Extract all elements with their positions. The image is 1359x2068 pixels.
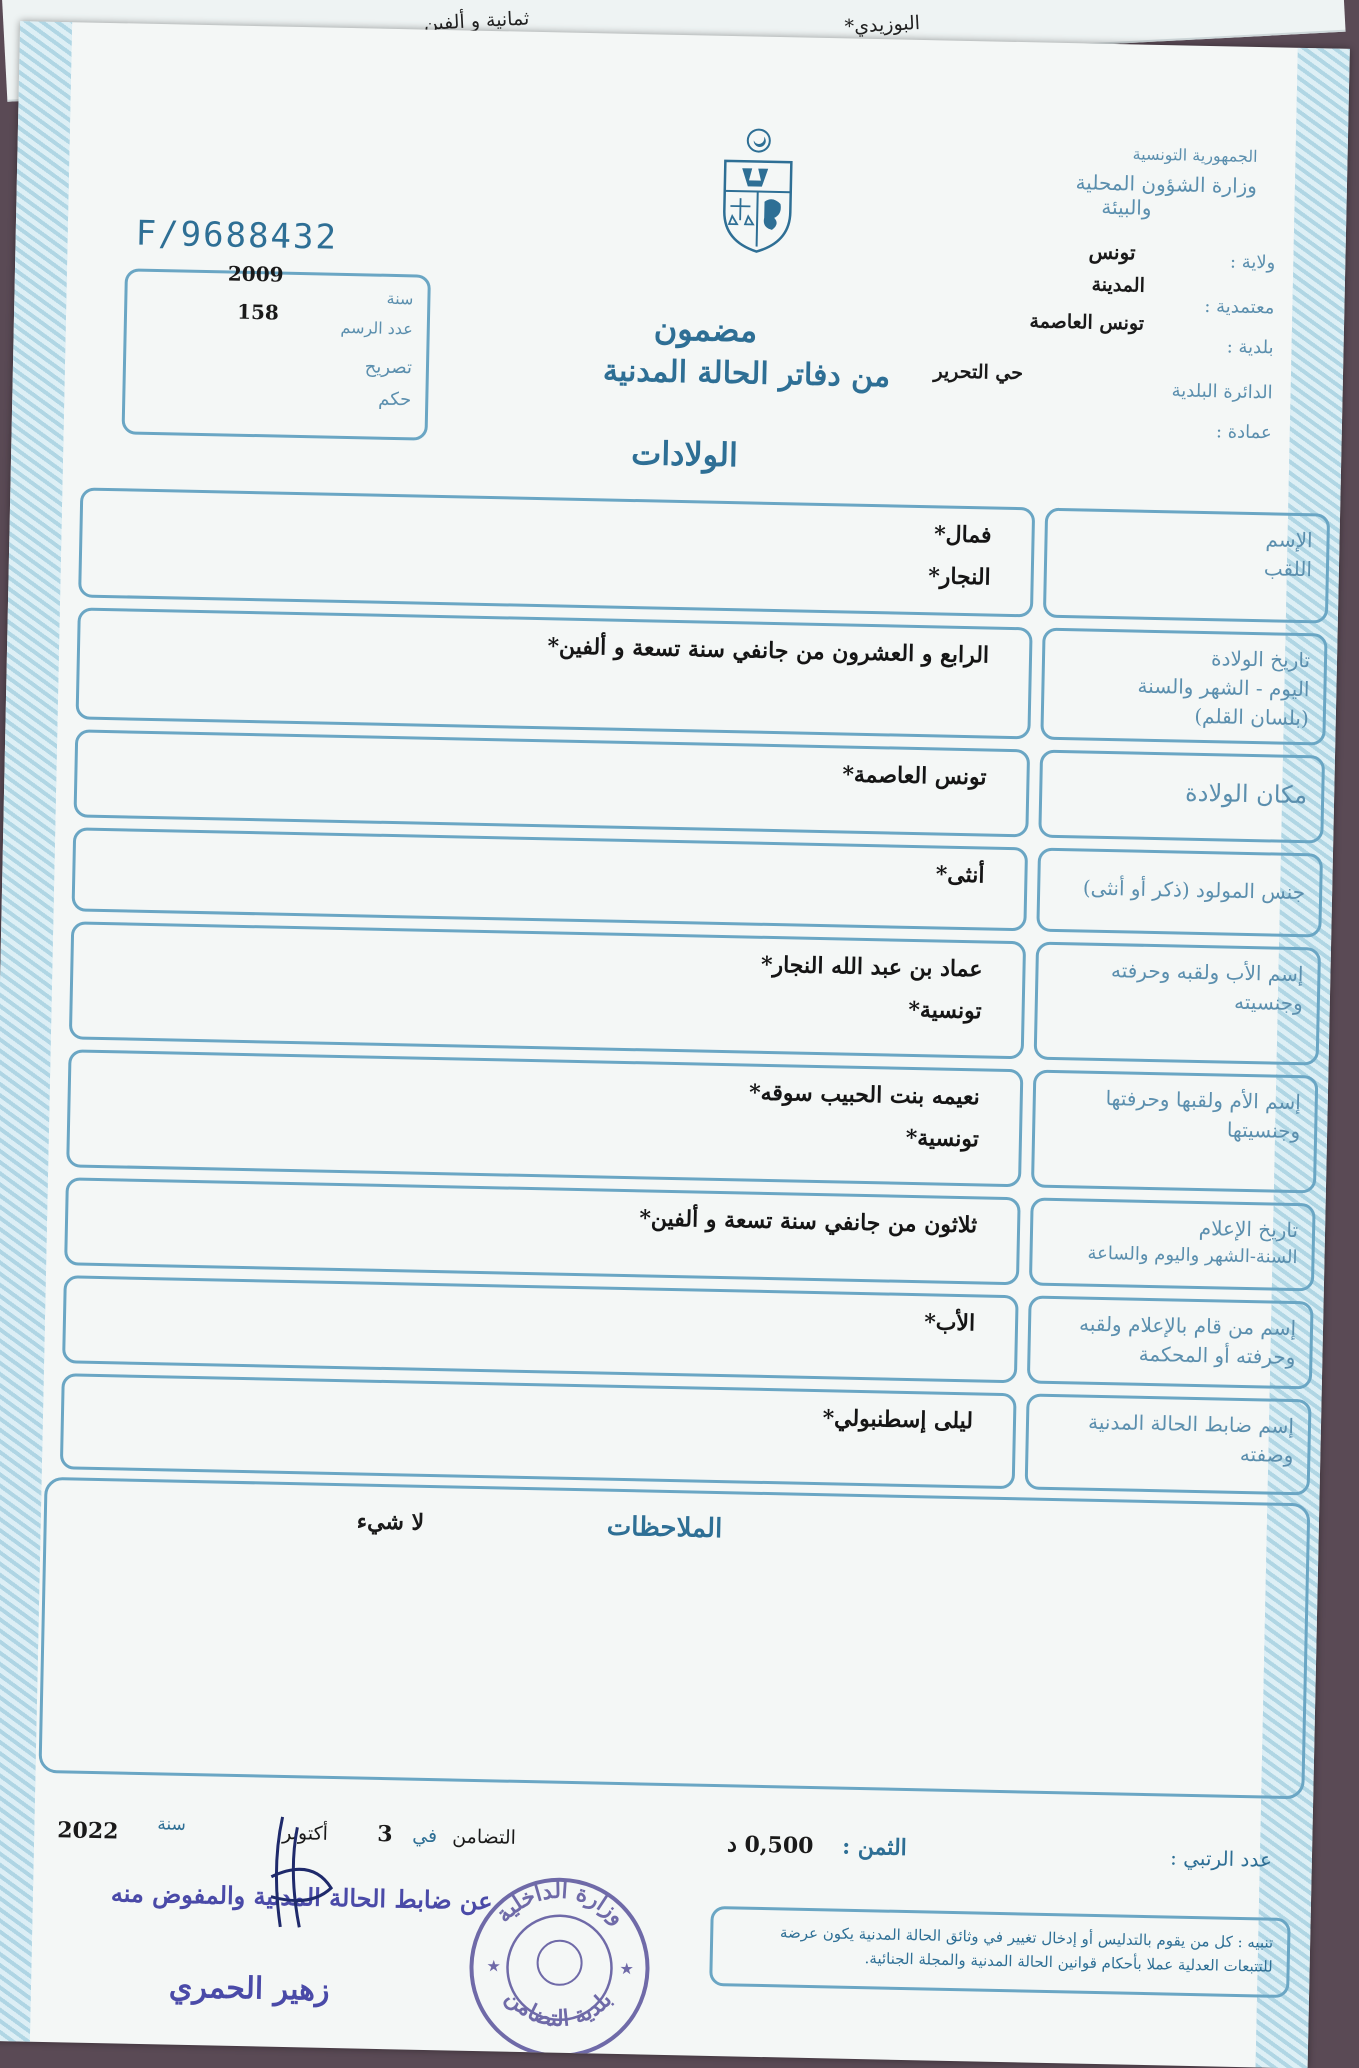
title-extract: مضمون (653, 309, 758, 350)
notes-box (38, 1477, 1310, 1799)
omda-label: عمادة : (1215, 421, 1273, 444)
father-name-value: عماد بن عبد الله النجار* (760, 951, 983, 983)
svg-text:★: ★ (619, 1959, 635, 1979)
district-label: الدائرة البلدية (1171, 380, 1273, 404)
row-declaration-date-label (1029, 1197, 1316, 1291)
father-nationality-label: وجنسيته (1233, 989, 1304, 1016)
row-name-value (78, 487, 1035, 617)
price-label: الثمن : (841, 1833, 908, 1862)
first-name-value: فمال* (933, 521, 992, 549)
declaration-date-value: ثلاثون من جانفي سنة تسعة و ألفين* (639, 1205, 978, 1239)
row-mother-label (1031, 1070, 1318, 1194)
serial-number: F/9688432 (135, 213, 339, 258)
row-declarant-value (62, 1275, 1019, 1383)
declaration-date-label: تاريخ الإعلام (1198, 1216, 1299, 1243)
title-births: الولادات (630, 433, 739, 475)
father-nationality-value: تونسية* (908, 996, 982, 1025)
registration-year-value: 2009 (227, 261, 284, 287)
row-officer-label (1025, 1393, 1312, 1495)
warning-box: تنبيه : كل من يقوم بالتدليس أو إدخال تغيير في وثائق الحالة المدنية يكون عرضة للتتبعات العدلية عملا بأحكام قوانين الحالة المدنية والمجلة الجنائية. (709, 1906, 1291, 1998)
municipality-value: تونس العاصمة (1029, 310, 1145, 335)
sex-label: جنس المولود (ذكر أو أنثى) (1082, 875, 1306, 905)
row-birth-place-value (73, 729, 1030, 837)
officer-sublabel: وصفته (1239, 1441, 1294, 1468)
birth-date-label: تاريخ الولادة (1210, 646, 1311, 673)
judgment-label: حكم (378, 388, 412, 411)
father-label: إسم الأب ولقبه وحرفته (1110, 958, 1304, 987)
birth-date-value: الرابع و العشرون من جانفي سنة تسعة و ألفين* (547, 633, 990, 669)
declarant-label: إسم من قام بالإعلام ولقبه (1078, 1311, 1297, 1341)
row-declarant (62, 1275, 1314, 1389)
row-declaration-date-value (64, 1177, 1021, 1285)
mother-name-value: نعيمه بنت الحبيب سوقه* (748, 1079, 981, 1111)
municipality-label: بلدية : (1226, 336, 1274, 359)
delegation-label: معتمدية : (1204, 295, 1275, 319)
delegation-value: المدينة (1091, 273, 1146, 297)
record-table (60, 487, 1331, 1505)
birth-place-value: تونس العاصمة* (842, 761, 987, 791)
governorate-value: تونس (1088, 239, 1136, 265)
row-sex-value (72, 827, 1029, 931)
svg-text:★: ★ (486, 1956, 502, 1976)
birth-place-label: مكان الولادة (1184, 778, 1308, 810)
ministry-label-2: والبيئة (1101, 194, 1152, 220)
notes-value: لا شيء (356, 1508, 425, 1536)
mother-nationality-label: وجنسيتها (1226, 1117, 1301, 1144)
declarant-sublabel: وحرفته أو المحكمة (1138, 1341, 1296, 1370)
mother-nationality-value: تونسية* (905, 1124, 980, 1153)
officer-value: ليلى إسطنبولي* (822, 1405, 974, 1435)
header-authority (996, 142, 1258, 222)
birth-certificate (0, 21, 1350, 2068)
under-sheet-text: ثمانية و ألفين (423, 7, 530, 35)
row-father (69, 921, 1321, 1065)
row-birth-place-label (1038, 750, 1325, 844)
row-birth-date-value (76, 607, 1033, 739)
notes-label: الملاحظات (606, 1511, 723, 1545)
row-birth-date-label (1040, 628, 1327, 746)
row-sex-label (1036, 848, 1323, 938)
issued-in-label: في (411, 1824, 438, 1848)
mother-label: إسم الأم ولقبها وحرفتها (1105, 1086, 1302, 1115)
under-sheet-name: البوزيدي* (844, 11, 921, 38)
sex-value: أنثى* (935, 861, 985, 889)
year-label: سنة (157, 1814, 187, 1835)
price-value: 0,500 د (726, 1831, 814, 1860)
issue-month: أكتوبر (282, 1821, 329, 1845)
signature-mark (240, 1806, 353, 1948)
issued-place: التضامن (451, 1825, 517, 1849)
row-birth-date (76, 607, 1328, 745)
row-name (78, 487, 1330, 623)
surname-value: النجار* (927, 563, 991, 591)
issue-year: 2022 (56, 1817, 119, 1845)
row-name-label (1043, 508, 1330, 624)
row-father-label (1034, 942, 1321, 1066)
birth-date-sublabel-2: (بلسان القلم) (1194, 703, 1310, 731)
footer-serial-label: عدد الرتبي : (1169, 1845, 1273, 1872)
issue-day: 3 (376, 1820, 393, 1848)
title-registers: من دفاتر الحالة المدنية (602, 353, 891, 395)
surname-label: اللقب (1263, 556, 1313, 582)
row-birth-place (73, 729, 1325, 843)
stamp-bottom-text: بلدية التضامن (500, 1984, 618, 2032)
stamp-top-text: وزارة الداخلية (490, 1877, 631, 1930)
row-mother-value (66, 1049, 1023, 1187)
row-mother (66, 1049, 1318, 1193)
registration-year-label: سنة (386, 288, 414, 309)
officer-stamp-line: عن ضابط الحالة المدنية والمفوض منه (110, 1878, 493, 1916)
district-value: حي التحرير (933, 360, 1024, 385)
governorate-label: ولاية : (1229, 251, 1276, 274)
declarant-value: الأب* (923, 1309, 976, 1337)
registration-box (122, 261, 431, 440)
tunisia-coat-of-arms-icon (715, 126, 800, 258)
row-declarant-label (1027, 1295, 1314, 1389)
officer-label: إسم ضابط الحالة المدنية (1087, 1409, 1295, 1439)
officer-stamp-name: زهير الحمري (168, 1969, 330, 2008)
row-sex (72, 827, 1323, 937)
row-father-value (69, 921, 1026, 1059)
registration-number-label: عدد الرسم (340, 317, 413, 339)
first-name-label: الإسم (1265, 527, 1313, 553)
declaration-date-sublabel: السنة-الشهر واليوم والساعة (1087, 1242, 1298, 1269)
row-officer (60, 1373, 1312, 1495)
birth-date-sublabel: اليوم - الشهر والسنة (1137, 673, 1310, 702)
row-officer-value (60, 1373, 1017, 1489)
row-declaration-date (64, 1177, 1316, 1291)
official-stamp-icon (463, 1871, 657, 2065)
ministry-label: وزارة الشؤون المحلية (1075, 170, 1258, 199)
registration-number-value: 158 (236, 299, 280, 325)
declaration-label: تصريح (364, 356, 413, 379)
republic-label: الجمهورية التونسية (1132, 144, 1258, 167)
